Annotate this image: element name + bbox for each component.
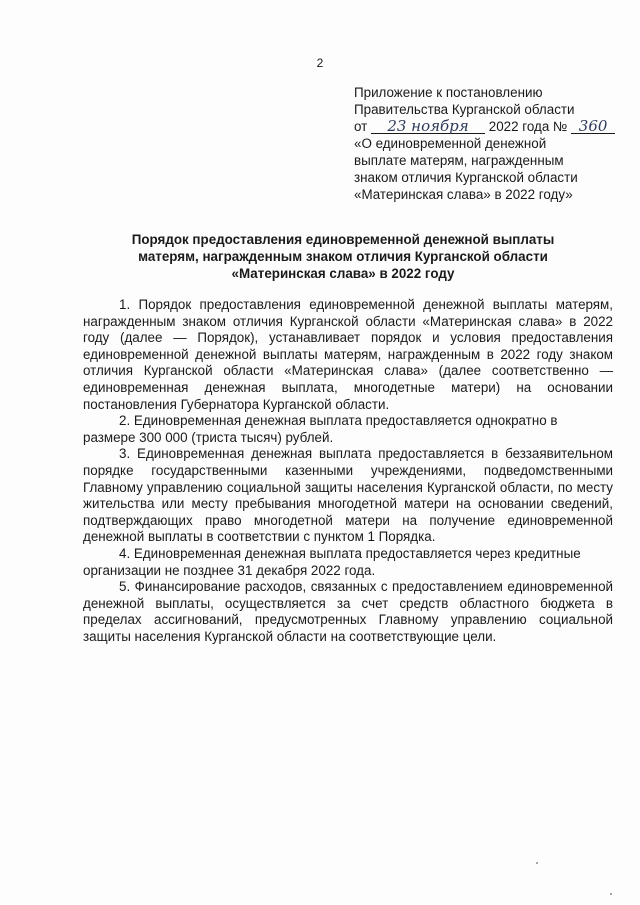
appendix-line-2: Правительства Курганской области	[354, 102, 575, 117]
title-line-2: матерям, награжденным знаком отличия Курганской области	[138, 249, 548, 264]
appendix-line-7: «Материнская слава» в 2022 году»	[354, 187, 573, 202]
paragraph-3: 3. Единовременная денежная выплата предоставляется в беззаявительном порядке государственными казенными учреждениями, подведомственными Главному управлению социальной защиты населения Курганской области, по месту жительства или месту пребывания многодетной матери на основании сведений, подтверждающих право многодетной матери на получение единовременной денежной выплаты в соответствии с пунктом 1 Порядка.	[83, 446, 613, 545]
paragraph-1: 1. Порядок предоставления единовременной денежной выплаты матерям, награжденным знаком отличия Курганской области «Материнская слава» в 2022 году (далее — Порядок), устанавливает порядок и условия предоставления единовременной денежной выплаты матерям, награжденным в 2022 году знаком отличия Курганской области «Материнская слава» (далее соответственно — единовременная денежная выплата, многодетные матери) на основании постановления Губернатора Курганской области.	[83, 297, 613, 412]
date-year: 2022 года №	[488, 119, 568, 134]
page-number: 2	[316, 56, 324, 70]
document-body	[83, 297, 613, 645]
paragraph-5: 5. Финансирование расходов, связанных с предоставлением единовременной денежной выплаты, осуществляется за счет средств областного бюджета в пределах ассигнований, предусмотренных Главному управлению социальной защиты населения Курганской области на соответствующие цели.	[83, 579, 613, 644]
paragraph-4: 4. Единовременная денежная выплата предоставляется через кредитные организации не позднее 31 декабря 2022 года.	[83, 545, 581, 578]
appendix-line-1: Приложение к постановлению	[354, 85, 543, 100]
appendix-date-line	[354, 118, 616, 135]
appendix-line-5: выплате матерям, награжденным	[354, 153, 564, 168]
handwritten-date: 23 ноября	[371, 119, 485, 134]
appendix-line-6: знаком отличия Курганской области	[354, 170, 578, 185]
scan-speck	[536, 862, 538, 864]
appendix-line-4: «О единовременной денежной	[354, 136, 547, 151]
document-title	[96, 231, 590, 282]
date-prefix: от	[354, 119, 368, 134]
handwritten-number: 360	[571, 119, 615, 134]
paragraph-2: 2. Единовременная денежная выплата предоставляется однократно в размере 300 000 (триста тысяч) рублей.	[83, 413, 558, 445]
scan-speck	[610, 893, 612, 895]
title-line-1: Порядок предоставления единовременной денежной выплаты	[131, 232, 555, 247]
title-line-3: «Материнская слава» в 2022 году	[231, 266, 455, 281]
appendix-header	[354, 84, 616, 203]
